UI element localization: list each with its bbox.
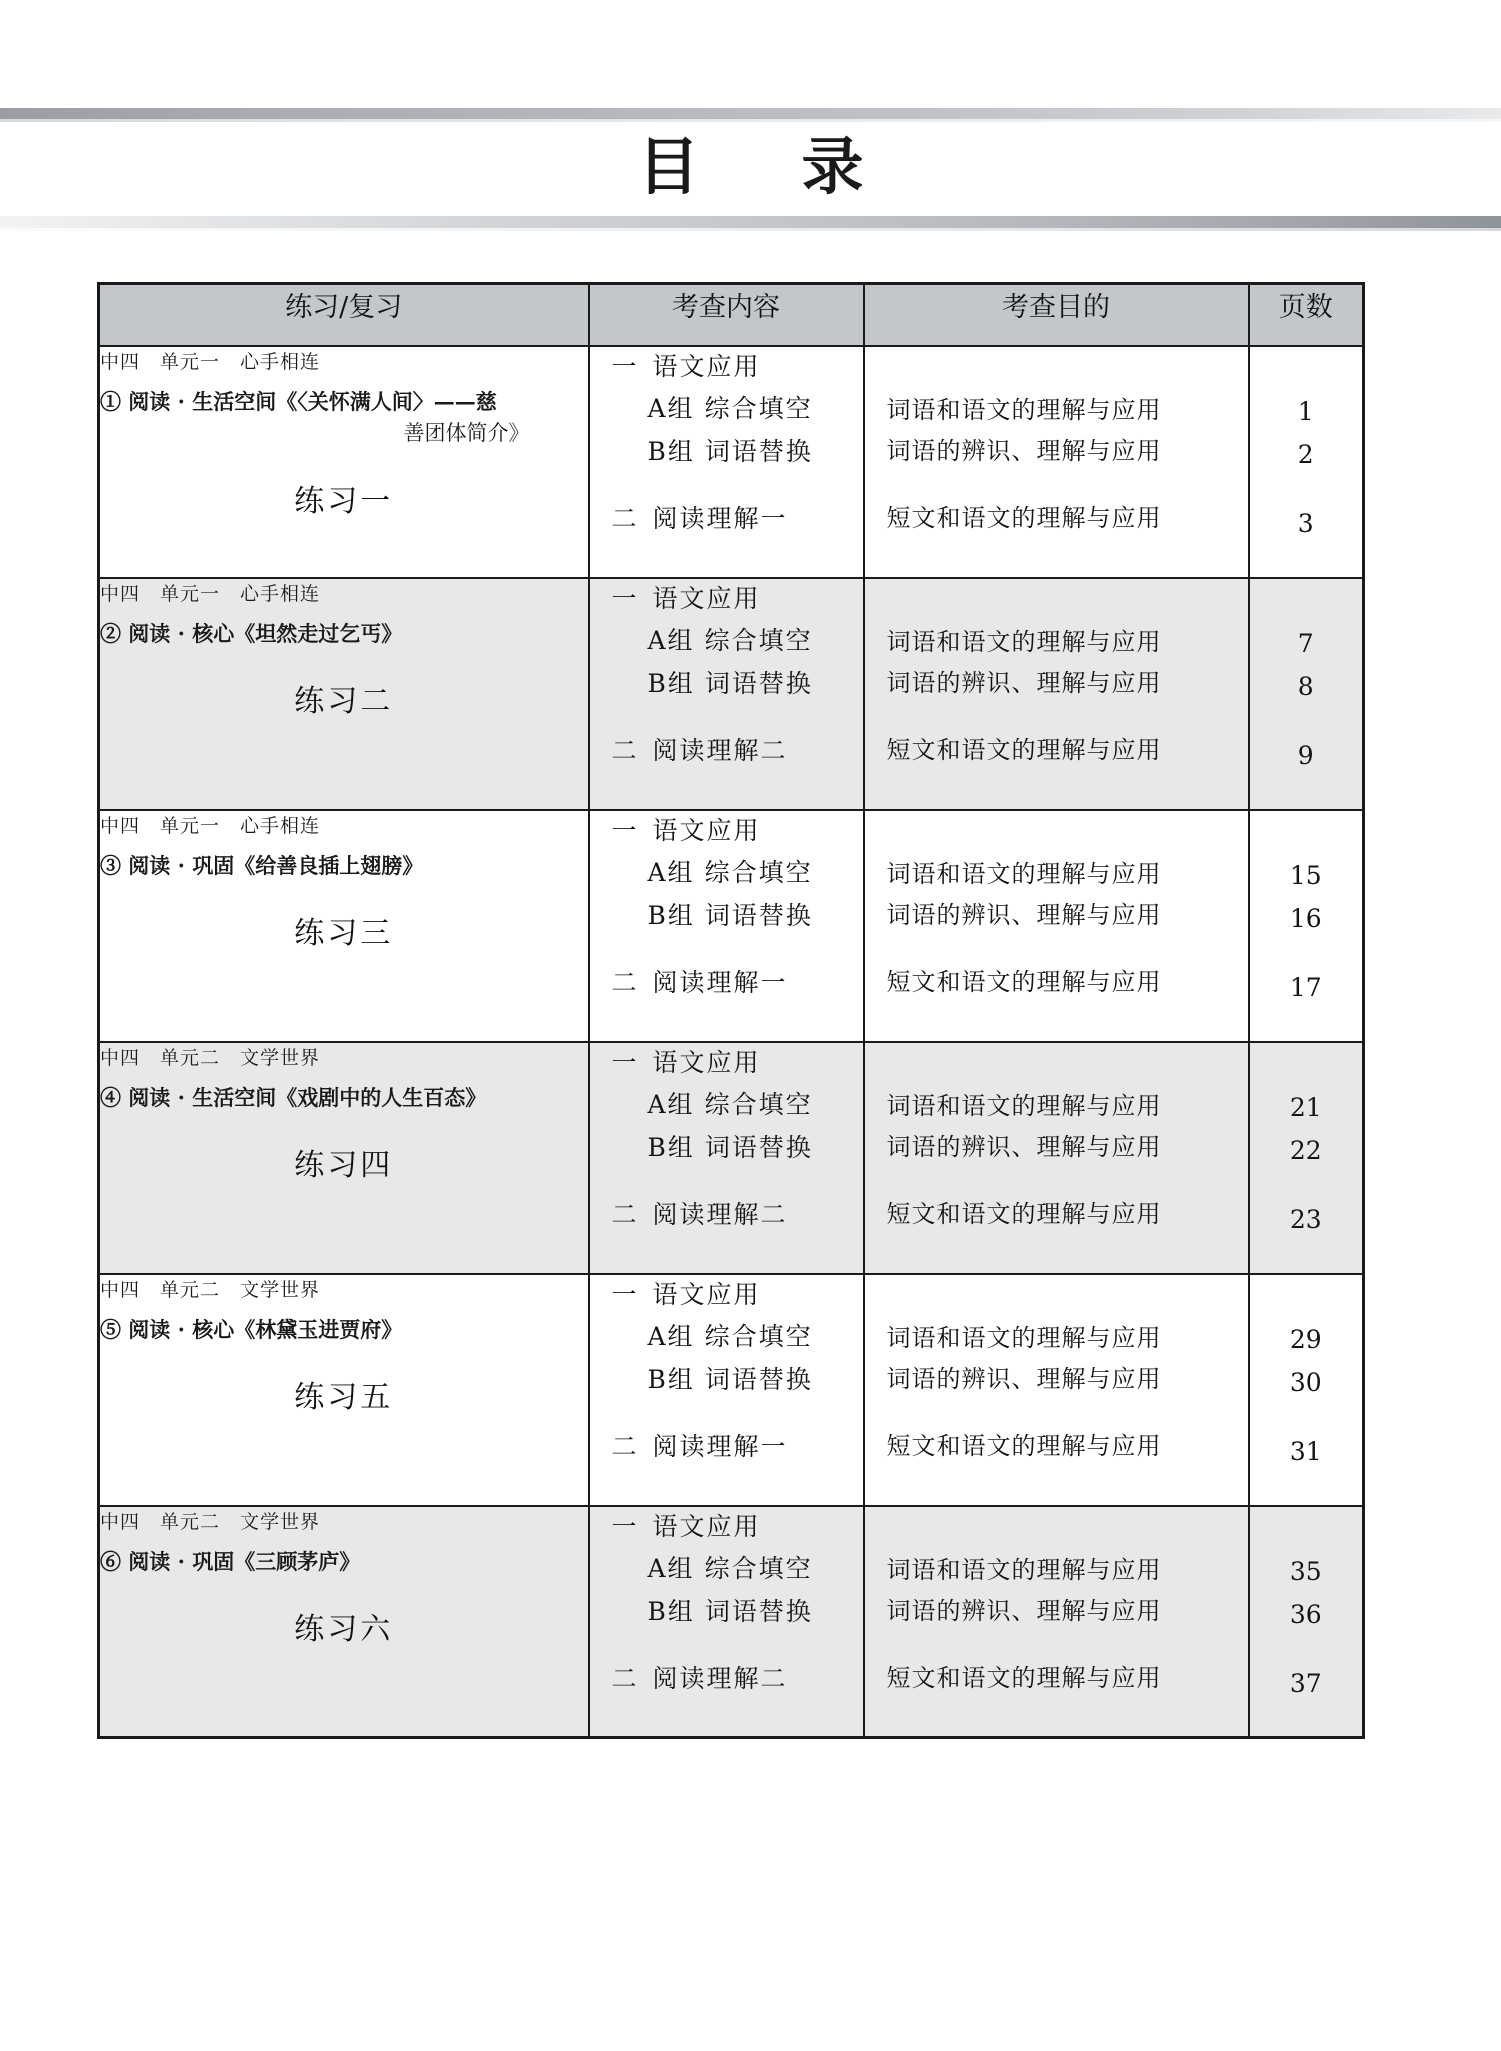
- page-spacer: [1250, 347, 1363, 390]
- group-b-name: 词语替换: [704, 900, 813, 930]
- section-name: 阅读理解二: [652, 1663, 788, 1693]
- exercise-label: 练习二: [294, 684, 394, 719]
- content-group-a: [590, 1547, 863, 1590]
- purpose-spacer: [865, 1275, 1248, 1318]
- content-group-b: [590, 430, 863, 473]
- content-section-2: [590, 1195, 863, 1235]
- page-number: 7: [1297, 628, 1314, 658]
- exercise-cell: [99, 1274, 589, 1506]
- page-number: 23: [1289, 1204, 1322, 1234]
- section-number: 一: [611, 583, 639, 613]
- purpose-line: 词语的辨识、理解与应用: [886, 668, 1162, 697]
- page-number: 36: [1289, 1599, 1322, 1629]
- content-group-a: [590, 387, 863, 430]
- content-cell: [589, 578, 864, 810]
- table-row: [99, 1274, 1364, 1506]
- content-group-a: [590, 1083, 863, 1126]
- group-a-label: A组: [647, 1089, 695, 1119]
- section-number: 一: [611, 1511, 639, 1541]
- purpose-spacer: [865, 579, 1248, 622]
- content-group-b: [590, 1126, 863, 1169]
- exercise-title-line2: 善团体简介》: [403, 421, 530, 445]
- page-cell: [1249, 1506, 1364, 1738]
- content-cell: [589, 1042, 864, 1274]
- purpose-line: 词语和语文的理解与应用: [886, 1091, 1162, 1120]
- purpose-cell: [864, 810, 1249, 1042]
- group-b-label: B组: [647, 1364, 695, 1394]
- title-underline-rule: [0, 216, 1501, 232]
- section-name: 语文应用: [652, 815, 761, 845]
- table-of-contents-table: [97, 282, 1365, 1739]
- section-name: 语文应用: [652, 1047, 761, 1077]
- purpose-cell: [864, 578, 1249, 810]
- content-cell: [589, 810, 864, 1042]
- exercise-title-line1: ② 阅读 · 核心《坦然走过乞丐》: [100, 620, 403, 646]
- page-cell: [1249, 346, 1364, 578]
- page-number: 8: [1297, 671, 1314, 701]
- page-spacer: [1250, 811, 1363, 854]
- table-row: [99, 1042, 1364, 1274]
- exercise-title-line1: ① 阅读 · 生活空间《〈关怀满人间〉——慈: [100, 388, 497, 414]
- exercise-title-line1: ⑤ 阅读 · 核心《林黛玉进贾府》: [100, 1316, 403, 1342]
- group-b-name: 词语替换: [704, 436, 813, 466]
- exercise-cell: [99, 1042, 589, 1274]
- column-header-pages: 页数: [1249, 284, 1364, 346]
- group-a-label: A组: [647, 1321, 695, 1351]
- purpose-cell: [864, 1274, 1249, 1506]
- exercise-cell: [99, 578, 589, 810]
- purpose-line: 词语和语文的理解与应用: [886, 1555, 1162, 1584]
- group-a-name: 综合填空: [704, 1553, 813, 1583]
- group-b-name: 词语替换: [704, 1132, 813, 1162]
- page-spacer: [1250, 579, 1363, 622]
- purpose-line: 短文和语文的理解与应用: [886, 1432, 1162, 1461]
- top-rule-shadow: [0, 119, 1501, 122]
- section-name: 语文应用: [652, 1511, 761, 1541]
- content-group-b: [590, 1358, 863, 1401]
- content-group-b: [590, 662, 863, 705]
- purpose-cell: [864, 346, 1249, 578]
- content-section-1: [590, 347, 863, 387]
- content-section-1: [590, 1043, 863, 1083]
- unit-label: 中四 单元二 文学世界: [100, 1510, 321, 1533]
- table-row: [99, 578, 1364, 810]
- unit-label: 中四 单元一 心手相连: [100, 814, 321, 837]
- exercise-cell: [99, 810, 589, 1042]
- column-header-content: 考查内容: [589, 284, 864, 346]
- section-name: 语文应用: [652, 1279, 761, 1309]
- table-row: [99, 346, 1364, 578]
- page-number: 30: [1289, 1367, 1322, 1397]
- unit-label: 中四 单元一 心手相连: [100, 350, 321, 373]
- section-number: 二: [611, 735, 639, 765]
- page-number: 21: [1289, 1092, 1322, 1122]
- table-row: [99, 810, 1364, 1042]
- group-a-name: 综合填空: [704, 393, 813, 423]
- content-section-1: [590, 579, 863, 619]
- content-section-2: [590, 731, 863, 771]
- unit-label: 中四 单元二 文学世界: [100, 1046, 321, 1069]
- group-b-label: B组: [647, 436, 695, 466]
- page-number: 2: [1297, 439, 1314, 469]
- top-decorative-rule: [0, 108, 1501, 122]
- group-a-name: 综合填空: [704, 857, 813, 887]
- table-row: [99, 1506, 1364, 1738]
- section-number: 一: [611, 1279, 639, 1309]
- page-title: 目 录: [637, 130, 884, 203]
- page-spacer: [1250, 1507, 1363, 1550]
- section-name: 阅读理解二: [652, 1199, 788, 1229]
- page-cell: [1249, 810, 1364, 1042]
- purpose-line: 短文和语文的理解与应用: [886, 1664, 1162, 1693]
- purpose-line: 短文和语文的理解与应用: [886, 736, 1162, 765]
- group-a-label: A组: [647, 857, 695, 887]
- exercise-title: [100, 618, 588, 651]
- purpose-line: 短文和语文的理解与应用: [886, 968, 1162, 997]
- page-spacer: [1250, 1043, 1363, 1086]
- content-group-a: [590, 1315, 863, 1358]
- mid-rule-bar: [0, 216, 1501, 228]
- content-group-a: [590, 851, 863, 894]
- exercise-title: [100, 386, 588, 450]
- group-a-label: A组: [647, 393, 695, 423]
- group-a-name: 综合填空: [704, 1089, 813, 1119]
- exercise-label: 练习三: [294, 916, 394, 951]
- page-number: 9: [1297, 740, 1314, 770]
- content-group-b: [590, 894, 863, 937]
- section-name: 语文应用: [652, 351, 761, 381]
- page-number: 15: [1289, 860, 1322, 890]
- purpose-spacer: [865, 811, 1248, 854]
- page-number: 17: [1289, 972, 1322, 1002]
- page-number: 16: [1289, 903, 1322, 933]
- section-number: 二: [611, 503, 639, 533]
- group-b-name: 词语替换: [704, 1364, 813, 1394]
- content-cell: [589, 1506, 864, 1738]
- page-number: 35: [1289, 1556, 1322, 1586]
- content-cell: [589, 346, 864, 578]
- group-b-label: B组: [647, 668, 695, 698]
- exercise-title-line1: ④ 阅读 · 生活空间《戏剧中的人生百态》: [100, 1084, 487, 1110]
- purpose-line: 短文和语文的理解与应用: [886, 1200, 1162, 1229]
- section-number: 一: [611, 1047, 639, 1077]
- content-section-1: [590, 811, 863, 851]
- section-number: 一: [611, 351, 639, 381]
- content-section-1: [590, 1275, 863, 1315]
- purpose-line: 词语和语文的理解与应用: [886, 859, 1162, 888]
- purpose-line: 短文和语文的理解与应用: [886, 504, 1162, 533]
- purpose-line: 词语的辨识、理解与应用: [886, 1132, 1162, 1161]
- content-section-2: [590, 1659, 863, 1699]
- section-number: 二: [611, 1663, 639, 1693]
- section-name: 阅读理解二: [652, 735, 788, 765]
- exercise-label: 练习四: [294, 1148, 394, 1183]
- section-name: 阅读理解一: [652, 967, 788, 997]
- page-cell: [1249, 578, 1364, 810]
- page-number: 29: [1289, 1324, 1322, 1354]
- content-section-1: [590, 1507, 863, 1547]
- purpose-line: 词语的辨识、理解与应用: [886, 1364, 1162, 1393]
- exercise-label: 练习一: [294, 483, 394, 519]
- purpose-line: 词语的辨识、理解与应用: [886, 1596, 1162, 1625]
- exercise-cell: [99, 1506, 589, 1738]
- unit-label: 中四 单元一 心手相连: [100, 582, 321, 605]
- group-b-label: B组: [647, 1132, 695, 1162]
- group-b-name: 词语替换: [704, 1596, 813, 1626]
- column-header-exercise: 练习/复习: [99, 284, 589, 346]
- exercise-label: 练习六: [294, 1612, 394, 1647]
- purpose-cell: [864, 1042, 1249, 1274]
- section-name: 阅读理解一: [652, 1431, 788, 1461]
- purpose-line: 词语和语文的理解与应用: [886, 627, 1162, 656]
- content-cell: [589, 1274, 864, 1506]
- purpose-line: 词语的辨识、理解与应用: [886, 900, 1162, 929]
- group-b-label: B组: [647, 1596, 695, 1626]
- page-spacer: [1250, 1275, 1363, 1318]
- exercise-title: [100, 1082, 588, 1115]
- section-name: 阅读理解一: [652, 503, 788, 533]
- section-number: 二: [611, 967, 639, 997]
- page-number: 37: [1289, 1668, 1322, 1698]
- exercise-cell: [99, 346, 589, 578]
- content-group-a: [590, 619, 863, 662]
- group-b-name: 词语替换: [704, 668, 813, 698]
- purpose-spacer: [865, 347, 1248, 390]
- exercise-title: [100, 1314, 588, 1347]
- page-cell: [1249, 1042, 1364, 1274]
- section-number: 二: [611, 1199, 639, 1229]
- section-number: 一: [611, 815, 639, 845]
- table-header-row: [99, 284, 1364, 346]
- mid-rule-shadow: [0, 228, 1501, 231]
- section-number: 二: [611, 1431, 639, 1461]
- unit-label: 中四 单元二 文学世界: [100, 1278, 321, 1301]
- exercise-title: [100, 850, 588, 883]
- page-number: 22: [1289, 1135, 1322, 1165]
- exercise-title: [100, 1546, 588, 1579]
- group-a-label: A组: [647, 625, 695, 655]
- page-number: 31: [1289, 1436, 1322, 1466]
- page-number: 3: [1297, 508, 1314, 538]
- top-rule-bar: [0, 108, 1501, 119]
- content-section-2: [590, 1427, 863, 1467]
- purpose-cell: [864, 1506, 1249, 1738]
- purpose-spacer: [865, 1507, 1248, 1550]
- section-name: 语文应用: [652, 583, 761, 613]
- content-section-2: [590, 499, 863, 539]
- exercise-label: 练习五: [294, 1380, 394, 1415]
- exercise-title-line1: ③ 阅读 · 巩固《给善良插上翅膀》: [100, 852, 424, 878]
- group-a-name: 综合填空: [704, 1321, 813, 1351]
- purpose-line: 词语和语文的理解与应用: [886, 395, 1162, 424]
- group-a-label: A组: [647, 1553, 695, 1583]
- content-section-2: [590, 963, 863, 1003]
- group-a-name: 综合填空: [704, 625, 813, 655]
- page-number: 1: [1297, 396, 1314, 426]
- group-b-label: B组: [647, 900, 695, 930]
- page-cell: [1249, 1274, 1364, 1506]
- exercise-title-line1: ⑥ 阅读 · 巩固《三顾茅庐》: [100, 1548, 361, 1574]
- table-body: [99, 346, 1364, 1738]
- column-header-purpose: 考查目的: [864, 284, 1249, 346]
- purpose-spacer: [865, 1043, 1248, 1086]
- purpose-line: 词语和语文的理解与应用: [886, 1323, 1162, 1352]
- content-group-b: [590, 1590, 863, 1633]
- purpose-line: 词语的辨识、理解与应用: [886, 436, 1162, 465]
